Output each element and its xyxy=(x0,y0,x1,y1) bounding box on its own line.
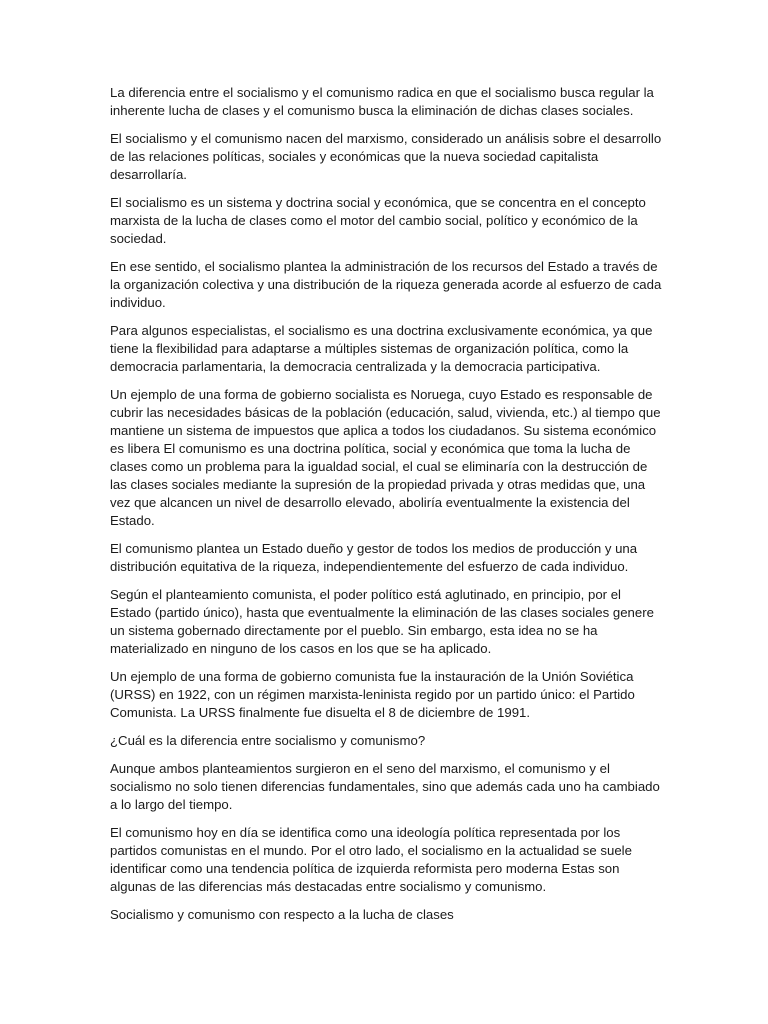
paragraph-socialism-example: Un ejemplo de una forma de gobierno socialista es Noruega, cuyo Estado es responsable de cubrir las necesidades básicas de la población (educación, salud, vivienda, etc.) al tiempo que mantiene un sistema de impuestos que aplica a todos los ciudadanos. Su sistema económico es libera El comunismo es una doctrina política, social y económica que toma la lucha de clases como un problema para la igualdad social, el cual se eliminaría con la destrucción de las clases sociales mediante la supresión de la propiedad privada y otras medidas que, una vez que alcancen un nivel de desarrollo elevado, aboliría eventualmente la existencia del Estado. xyxy=(110,387,661,528)
paragraph-origin: El socialismo y el comunismo nacen del marxismo, considerado un análisis sobre el desarrollo de las relaciones políticas, sociales y económicas que la nueva sociedad capitalista desarrollaría. xyxy=(110,131,662,182)
paragraph-socialism-administration: En ese sentido, el socialismo plantea la administración de los recursos del Estado a través de la organización colectiva y una distribución de la riqueza generada acorde al esfuerzo de cada individuo. xyxy=(110,259,662,310)
paragraph-communism-example: Un ejemplo de una forma de gobierno comunista fue la instauración de la Unión Soviética (URSS) en 1922, con un régimen marxista-leninista regido por un partido único: el Partido Comunista. La URSS finalmente fue disuelta el 8 de diciembre de 1991. xyxy=(110,669,635,720)
paragraph-intro: La diferencia entre el socialismo y el comunismo radica en que el socialismo busca regular la inherente lucha de clases y el comunismo busca la eliminación de dichas clases sociales. xyxy=(110,85,654,118)
paragraph-today: El comunismo hoy en día se identifica como una ideología política representada por los partidos comunistas en el mundo. Por el otro lado, el socialismo en la actualidad se suele identificar como una tendencia política de izquierda reformista pero moderna Estas son algunas de las diferencias más destacadas entre socialismo y comunismo. xyxy=(110,825,632,894)
section-heading-class-struggle: Socialismo y comunismo con respecto a la lucha de clases xyxy=(110,907,454,922)
paragraph-communism-power: Según el planteamiento comunista, el poder político está aglutinado, en principio, por el Estado (partido único), hasta que eventualmente la eliminación de las clases sociales genere un sistema gobernado directamente por el pueblo. Sin embargo, esta idea no se ha materializado en ninguno de los casos en los que se ha aplicado. xyxy=(110,587,654,656)
section-heading-difference: ¿Cuál es la diferencia entre socialismo y comunismo? xyxy=(110,733,426,748)
paragraph-communism-state: El comunismo plantea un Estado dueño y gestor de todos los medios de producción y una distribución equitativa de la riqueza, independientemente del esfuerzo de cada individuo. xyxy=(110,541,638,574)
paragraph-socialism-flexibility: Para algunos especialistas, el socialismo es una doctrina exclusivamente económica, ya que tiene la flexibilidad para adaptarse a múltiples sistemas de organización política, como la democracia parlamentaria, la democracia centralizada y la democracia participativa. xyxy=(110,323,653,374)
paragraph-socialism-definition: El socialismo es un sistema y doctrina social y económica, que se concentra en el concepto marxista de la lucha de clases como el motor del cambio social, político y económico de la sociedad. xyxy=(110,195,646,246)
paragraph-both-marxism: Aunque ambos planteamientos surgieron en el seno del marxismo, el comunismo y el socialismo no solo tienen diferencias fundamentales, sino que además cada uno ha cambiado a lo largo del tiempo. xyxy=(110,761,660,812)
